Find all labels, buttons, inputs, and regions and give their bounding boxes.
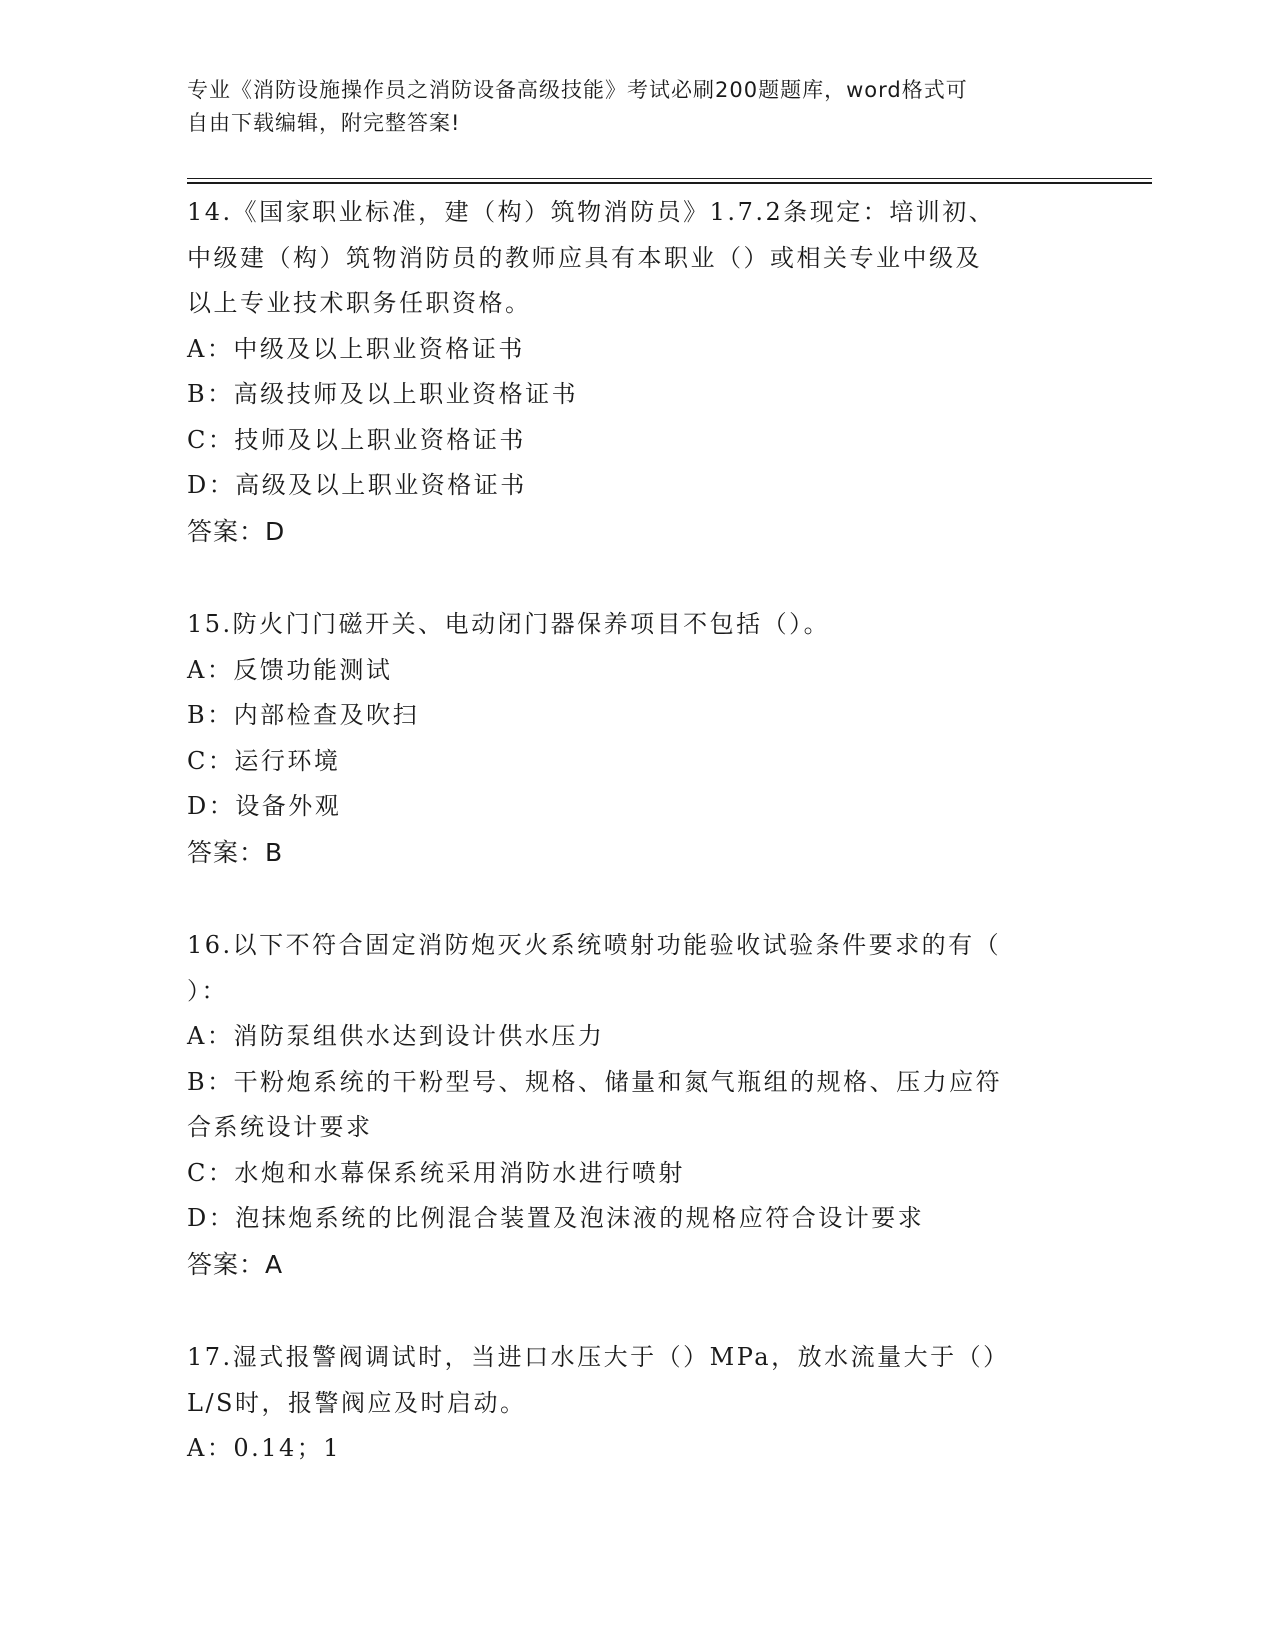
option-b: B：内部检查及吹扫 <box>187 701 420 729</box>
question-14 <box>187 190 1082 554</box>
header-divider-thin <box>187 178 1152 179</box>
question-15 <box>187 602 1082 875</box>
question-stem-line: 以上专业技术职务任职资格。 <box>187 289 532 317</box>
question-17 <box>187 1335 1082 1472</box>
option-b: B：干粉炮系统的干粉型号、规格、储量和氮气瓶组的规格、压力应符 <box>187 1067 1003 1096</box>
option-a: A：消防泵组供水达到设计供水压力 <box>187 1022 605 1050</box>
option-a: A：反馈功能测试 <box>187 655 393 684</box>
answer-line: 答案：B <box>187 837 284 867</box>
option-c: C：运行环境 <box>187 746 341 775</box>
option-a: A：中级及以上职业资格证书 <box>187 334 525 363</box>
question-stem-line: 中级建（构）筑物消防员的教师应具有本职业（）或相关专业中级及 <box>187 243 982 272</box>
option-b-continued: 合系统设计要求 <box>187 1113 373 1141</box>
option-c: C：技师及以上职业资格证书 <box>187 425 526 454</box>
option-d: D：设备外观 <box>187 792 342 820</box>
document-header <box>187 74 1087 140</box>
header-divider-thick <box>187 182 1152 184</box>
question-stem-line: ）： <box>187 976 228 1005</box>
question-list <box>187 190 1082 1520</box>
option-c: C：水炮和水幕保系统采用消防水进行喷射 <box>187 1158 685 1187</box>
question-stem-line: 17.湿式报警阀调试时，当进口水压大于（）MPa，放水流量大于（） <box>187 1343 1010 1371</box>
option-d: D：高级及以上职业资格证书 <box>187 471 527 499</box>
question-stem-line: 15.防火门门磁开关、电动闭门器保养项目不包括（）。 <box>187 610 831 638</box>
question-stem-line: 14.《国家职业标准，建（构）筑物消防员》1.7.2条现定：培训初、 <box>187 198 996 226</box>
header-line-1: 专业《消防设施操作员之消防设备高级技能》考试必刷200题题库，word格式可 <box>187 78 968 102</box>
answer-line: 答案：D <box>187 516 286 546</box>
header-line-2: 自由下载编辑，附完整答案! <box>187 111 461 135</box>
question-stem-line: 16.以下不符合固定消防炮灭火系统喷射功能验收试验条件要求的有（ <box>187 931 1002 959</box>
option-b: B：高级技师及以上职业资格证书 <box>187 380 579 408</box>
option-a: A：0.14；1 <box>187 1434 342 1462</box>
option-d: D：泡抹炮系统的比例混合装置及泡沫液的规格应符合设计要求 <box>187 1204 925 1232</box>
question-16 <box>187 923 1082 1287</box>
answer-line: 答案：A <box>187 1249 284 1279</box>
question-stem-line: L/S时，报警阀应及时启动。 <box>187 1388 527 1417</box>
